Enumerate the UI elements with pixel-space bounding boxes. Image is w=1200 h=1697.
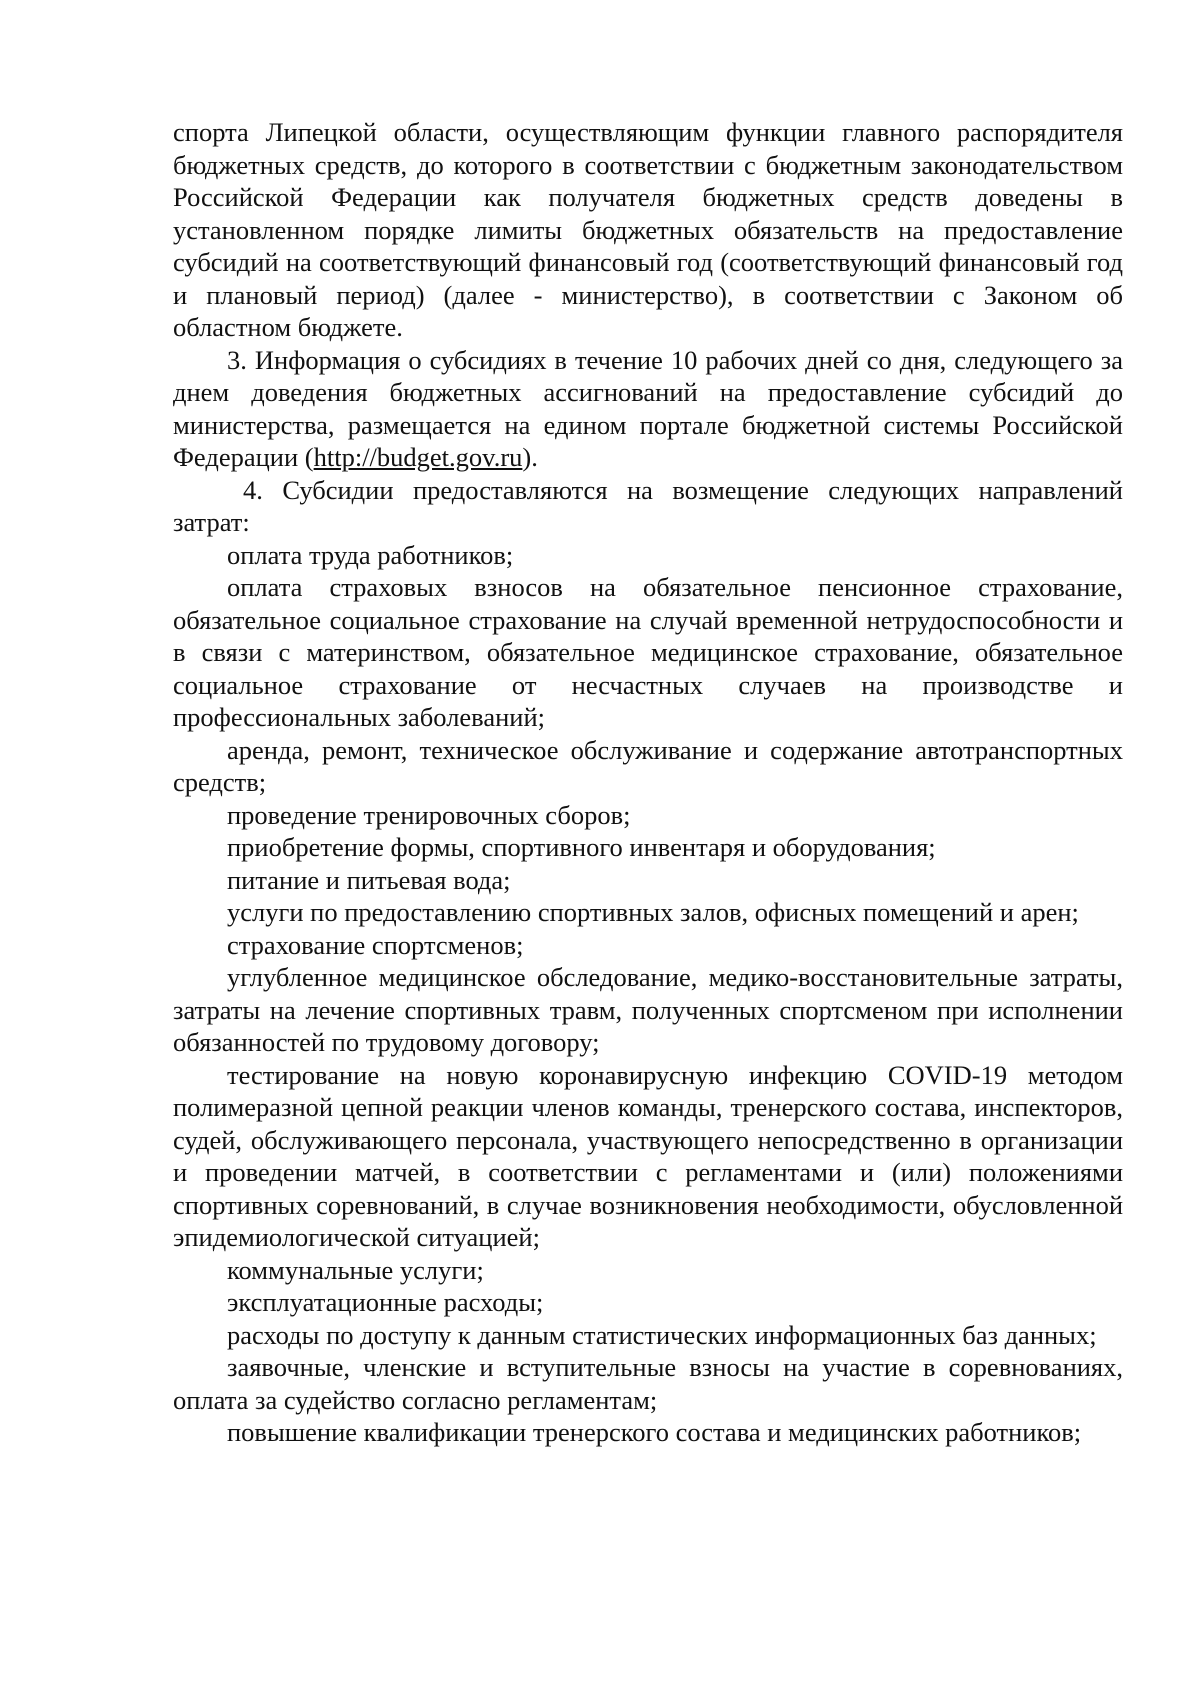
paragraph-item-4: 4. Субсидии предоставляются на возмещение следующих направлений затрат:: [173, 474, 1123, 537]
list-item-labor: оплата труда работников;: [227, 539, 514, 570]
list-item-athlete-insurance: страхование спортсменов;: [227, 929, 524, 960]
list-item-qualification: повышение квалификации тренерского состава и медицинских работников;: [227, 1417, 1082, 1447]
paragraph-item-3: [173, 344, 1123, 474]
item-3-text: 3. Информация о субсидиях в течение 10 рабочих дней со дня, следующего за днем доведения бюджетных ассигнований на предоставление субсидий до министерства, размещается на едином портале бюджетной системы Российской Федерации (: [173, 344, 1123, 472]
list-item-facilities: услуги по предоставлению спортивных залов, офисных помещений и арен;: [227, 897, 1079, 927]
list-item-utilities: коммунальные услуги;: [227, 1254, 484, 1285]
document-body: [173, 116, 1123, 1449]
list-item-equipment: приобретение формы, спортивного инвентаря и оборудования;: [227, 832, 936, 862]
list-item-insurance-contributions: оплата страховых взносов на обязательное пенсионное страхование, обязательное социальное страхование на случай временной нетрудоспособности и в связи с материнством, обязательное медицинское страхование, обязательное социальное страхование от несчастных случаев на производстве и профессиональных заболеваний;: [173, 572, 1123, 732]
list-item-statistics-access: расходы по доступу к данным статистических информационных баз данных;: [227, 1319, 1097, 1350]
budget-portal-link[interactable]: http://budget.gov.ru: [313, 442, 523, 472]
list-item-medical: углубленное медицинское обследование, медико-восстановительные затраты, затраты на лечение спортивных травм, полученных спортсменом при исполнении обязанностей по трудовому договору;: [173, 962, 1123, 1057]
list-item-training-camps: проведение тренировочных сборов;: [227, 799, 631, 830]
paragraph-continuation: спорта Липецкой области, осуществляющим функции главного распорядителя бюджетных средств, до которого в соответствии с бюджетным законодательством Российской Федерации как получателя бюджетных средств доведены в установленном порядке лимиты бюджетных обязательств на предоставление субсидий на соответствующий финансовый год (соответствующий финансовый год и плановый период) (далее - министерство), в соответствии с Законом об областном бюджете.: [173, 117, 1123, 342]
list-item-operating-costs: эксплуатационные расходы;: [227, 1287, 544, 1317]
list-item-vehicles: аренда, ремонт, техническое обслуживание и содержание автотранспортных средств;: [173, 734, 1123, 797]
list-item-food-water: питание и питьевая вода;: [227, 864, 511, 895]
list-item-fees: заявочные, членские и вступительные взносы на участие в соревнованиях, оплата за судейство согласно регламентам;: [173, 1352, 1123, 1415]
list-item-covid-testing: тестирование на новую коронавирусную инфекцию COVID-19 методом полимеразной цепной реакции членов команды, тренерского состава, инспекторов, судей, обслуживающего персонала, участвующего непосредственно в организации и проведении матчей, в соответствии с регламентами и (или) положениями спортивных соревнований, в случае возникновения необходимости, обусловленной эпидемиологической ситуацией;: [173, 1059, 1123, 1252]
item-3-tail: ).: [522, 442, 538, 472]
